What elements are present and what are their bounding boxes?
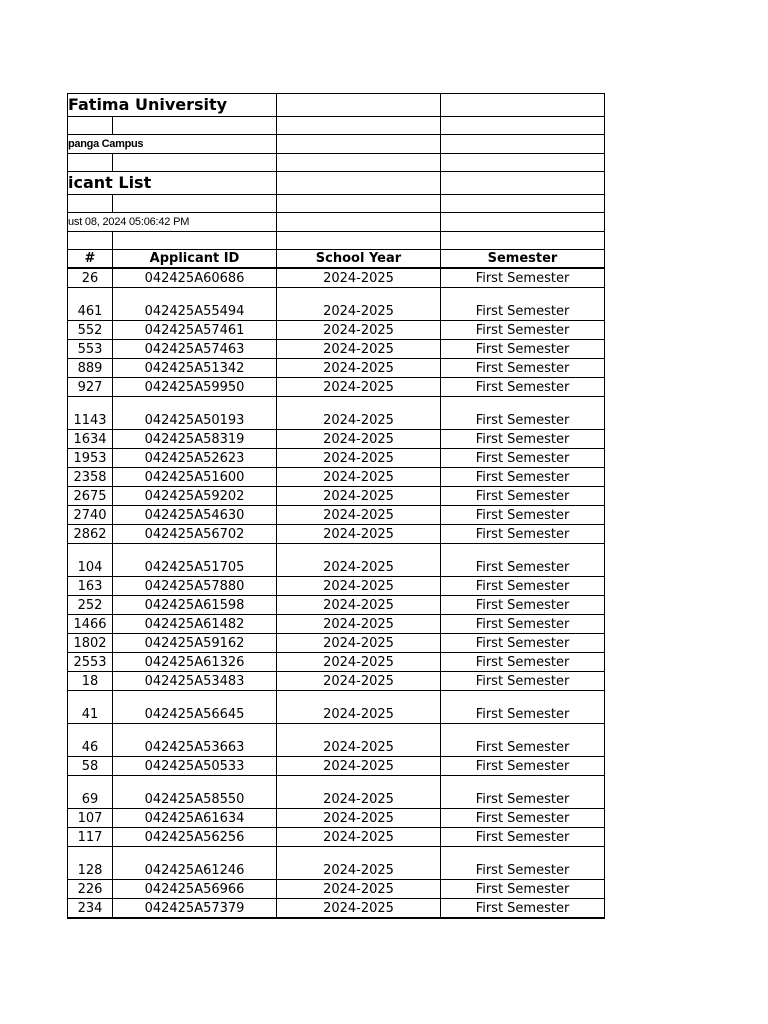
blank-row [68,117,605,135]
row-number-cell: 1802 [68,634,113,653]
applicant-id-cell: 042425A56966 [113,880,277,899]
applicant-id-cell: 042425A59950 [113,378,277,397]
table-row [68,359,605,378]
row-number-cell: 552 [68,321,113,340]
empty-cell [68,117,113,135]
column-header-number: # [68,250,113,269]
row-number-cell: 252 [68,596,113,615]
list-title: icant List [68,172,277,195]
table-row [68,449,605,468]
semester-cell: First Semester [441,359,605,378]
school-year-cell: 2024-2025 [277,468,441,487]
row-number-cell: 226 [68,880,113,899]
empty-cell [68,232,113,250]
semester-cell: First Semester [441,757,605,776]
row-number-cell: 1143 [68,397,113,430]
empty-cell [441,232,605,250]
column-header-row [68,250,605,269]
table-row [68,268,605,288]
blank-row [68,195,605,213]
empty-cell [441,135,605,154]
empty-cell [277,195,441,213]
row-number-cell: 128 [68,847,113,880]
semester-cell: First Semester [441,596,605,615]
school-year-cell: 2024-2025 [277,634,441,653]
school-year-cell: 2024-2025 [277,340,441,359]
semester-cell: First Semester [441,378,605,397]
semester-cell: First Semester [441,691,605,724]
semester-cell: First Semester [441,397,605,430]
empty-cell [113,117,277,135]
semester-cell: First Semester [441,615,605,634]
applicant-id-cell: 042425A61326 [113,653,277,672]
table-row [68,776,605,809]
table-row [68,577,605,596]
blank-row [68,232,605,250]
empty-cell [277,172,441,195]
applicant-id-cell: 042425A59162 [113,634,277,653]
row-number-cell: 117 [68,828,113,847]
applicant-id-cell: 042425A61246 [113,847,277,880]
applicant-id-cell: 042425A58550 [113,776,277,809]
semester-cell: First Semester [441,544,605,577]
row-number-cell: 2862 [68,525,113,544]
school-year-cell: 2024-2025 [277,321,441,340]
school-year-cell: 2024-2025 [277,288,441,321]
applicant-id-cell: 042425A51705 [113,544,277,577]
datetime-row [68,213,605,232]
table-row [68,615,605,634]
row-number-cell: 1953 [68,449,113,468]
semester-cell: First Semester [441,506,605,525]
applicant-id-cell: 042425A57463 [113,340,277,359]
school-year-cell: 2024-2025 [277,596,441,615]
applicant-id-cell: 042425A60686 [113,268,277,288]
table-row [68,321,605,340]
table-row [68,487,605,506]
row-number-cell: 26 [68,268,113,288]
semester-cell: First Semester [441,809,605,828]
table-row [68,653,605,672]
table-row [68,468,605,487]
table-row [68,525,605,544]
table-row [68,340,605,359]
campus-label: panga Campus [68,135,277,154]
semester-cell: First Semester [441,321,605,340]
school-year-cell: 2024-2025 [277,653,441,672]
row-number-cell: 2553 [68,653,113,672]
empty-cell [441,117,605,135]
empty-cell [277,232,441,250]
school-year-cell: 2024-2025 [277,809,441,828]
empty-cell [277,135,441,154]
table-row [68,397,605,430]
school-year-cell: 2024-2025 [277,757,441,776]
semester-cell: First Semester [441,828,605,847]
table-row [68,596,605,615]
semester-cell: First Semester [441,468,605,487]
empty-cell [277,154,441,172]
row-number-cell: 461 [68,288,113,321]
row-number-cell: 1466 [68,615,113,634]
semester-cell: First Semester [441,653,605,672]
empty-cell [441,213,605,232]
applicant-id-cell: 042425A55494 [113,288,277,321]
applicant-id-cell: 042425A57379 [113,899,277,919]
row-number-cell: 2675 [68,487,113,506]
empty-cell [277,117,441,135]
empty-cell [277,213,441,232]
semester-cell: First Semester [441,880,605,899]
column-header-school-year: School Year [277,250,441,269]
generated-datetime: ust 08, 2024 05:06:42 PM [68,213,277,232]
empty-cell [441,94,605,117]
applicant-id-cell: 042425A51600 [113,468,277,487]
semester-cell: First Semester [441,724,605,757]
table-row [68,724,605,757]
table-row [68,847,605,880]
row-number-cell: 58 [68,757,113,776]
row-number-cell: 107 [68,809,113,828]
empty-cell [68,195,113,213]
empty-cell [113,154,277,172]
school-year-cell: 2024-2025 [277,672,441,691]
empty-cell [441,154,605,172]
applicant-id-cell: 042425A57461 [113,321,277,340]
table-row [68,757,605,776]
school-year-cell: 2024-2025 [277,430,441,449]
row-number-cell: 46 [68,724,113,757]
table-row [68,880,605,899]
table-row [68,828,605,847]
semester-cell: First Semester [441,577,605,596]
row-number-cell: 553 [68,340,113,359]
empty-cell [68,154,113,172]
school-year-cell: 2024-2025 [277,378,441,397]
row-number-cell: 889 [68,359,113,378]
applicant-id-cell: 042425A61482 [113,615,277,634]
campus-row [68,135,605,154]
table-row [68,544,605,577]
table-row [68,288,605,321]
table-row [68,899,605,919]
school-year-cell: 2024-2025 [277,880,441,899]
school-year-cell: 2024-2025 [277,776,441,809]
empty-cell [113,232,277,250]
school-year-cell: 2024-2025 [277,691,441,724]
school-year-cell: 2024-2025 [277,268,441,288]
semester-cell: First Semester [441,340,605,359]
applicant-id-cell: 042425A61634 [113,809,277,828]
applicant-id-cell: 042425A58319 [113,430,277,449]
school-year-cell: 2024-2025 [277,525,441,544]
applicant-id-cell: 042425A61598 [113,596,277,615]
table-row [68,672,605,691]
school-year-cell: 2024-2025 [277,506,441,525]
school-year-cell: 2024-2025 [277,615,441,634]
semester-cell: First Semester [441,288,605,321]
semester-cell: First Semester [441,449,605,468]
empty-cell [441,172,605,195]
row-number-cell: 234 [68,899,113,919]
applicant-id-cell: 042425A53663 [113,724,277,757]
row-number-cell: 2358 [68,468,113,487]
school-year-cell: 2024-2025 [277,847,441,880]
blank-row [68,154,605,172]
semester-cell: First Semester [441,847,605,880]
table-row [68,809,605,828]
applicant-id-cell: 042425A54630 [113,506,277,525]
applicant-table [67,93,605,919]
table-row [68,634,605,653]
applicant-id-cell: 042425A57880 [113,577,277,596]
empty-cell [277,94,441,117]
applicant-id-cell: 042425A52623 [113,449,277,468]
school-year-cell: 2024-2025 [277,724,441,757]
column-header-applicant-id: Applicant ID [113,250,277,269]
semester-cell: First Semester [441,634,605,653]
applicant-table-body [68,94,605,919]
table-row [68,691,605,724]
applicant-id-cell: 042425A53483 [113,672,277,691]
school-year-cell: 2024-2025 [277,544,441,577]
semester-cell: First Semester [441,487,605,506]
applicant-id-cell: 042425A50533 [113,757,277,776]
university-title: Fatima University [68,94,277,117]
row-number-cell: 2740 [68,506,113,525]
applicant-id-cell: 042425A56702 [113,525,277,544]
table-row [68,506,605,525]
semester-cell: First Semester [441,672,605,691]
applicant-id-cell: 042425A59202 [113,487,277,506]
list-title-row [68,172,605,195]
row-number-cell: 927 [68,378,113,397]
empty-cell [441,195,605,213]
applicant-id-cell: 042425A56256 [113,828,277,847]
column-header-semester: Semester [441,250,605,269]
university-row [68,94,605,117]
row-number-cell: 18 [68,672,113,691]
applicant-id-cell: 042425A50193 [113,397,277,430]
table-row [68,378,605,397]
empty-cell [113,195,277,213]
school-year-cell: 2024-2025 [277,397,441,430]
row-number-cell: 163 [68,577,113,596]
row-number-cell: 104 [68,544,113,577]
row-number-cell: 1634 [68,430,113,449]
school-year-cell: 2024-2025 [277,449,441,468]
table-row [68,430,605,449]
school-year-cell: 2024-2025 [277,577,441,596]
school-year-cell: 2024-2025 [277,828,441,847]
semester-cell: First Semester [441,525,605,544]
semester-cell: First Semester [441,899,605,919]
applicant-id-cell: 042425A56645 [113,691,277,724]
school-year-cell: 2024-2025 [277,359,441,378]
semester-cell: First Semester [441,776,605,809]
semester-cell: First Semester [441,430,605,449]
row-number-cell: 41 [68,691,113,724]
applicant-id-cell: 042425A51342 [113,359,277,378]
row-number-cell: 69 [68,776,113,809]
school-year-cell: 2024-2025 [277,487,441,506]
semester-cell: First Semester [441,268,605,288]
school-year-cell: 2024-2025 [277,899,441,919]
